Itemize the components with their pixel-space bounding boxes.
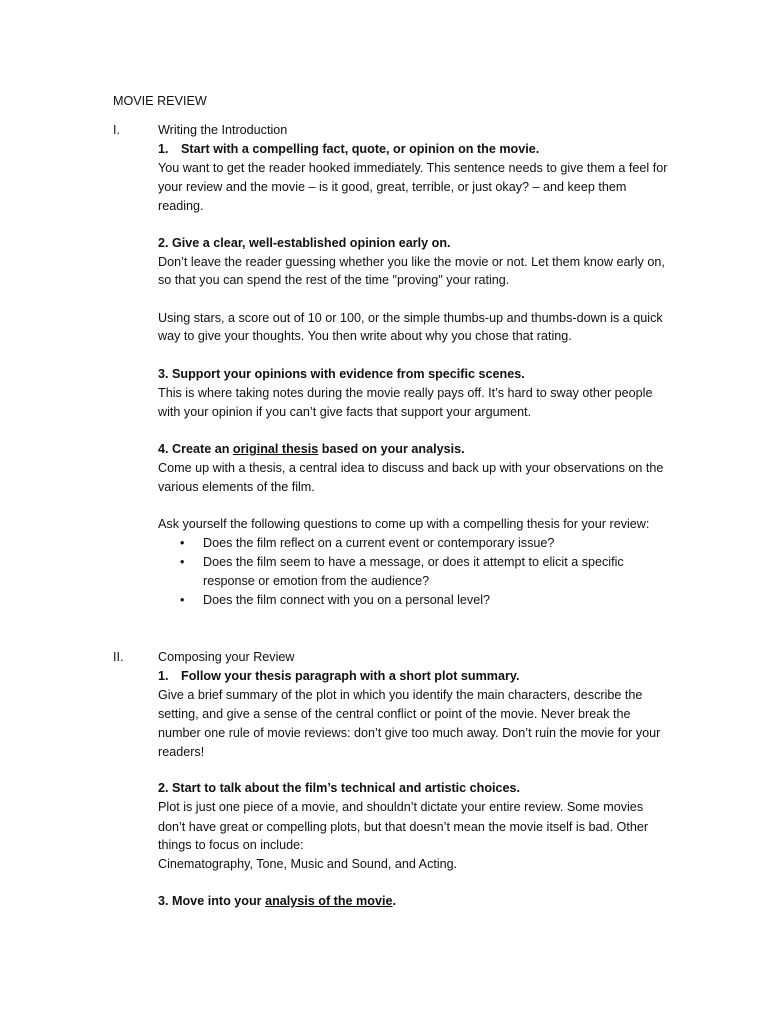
s2-item1-number: 1.	[158, 669, 169, 683]
s1-item4-title	[158, 440, 465, 459]
s1-item2-para2-line: Using stars, a score out of 10 or 100, or the simple thumbs-up and thumbs-down is a quick	[158, 311, 663, 325]
section-2-heading: Composing your Review	[158, 650, 295, 664]
s1-item1-number: 1.	[158, 142, 169, 156]
analysis-of-the-movie-link[interactable]: analysis of the movie	[265, 894, 393, 908]
s1-item2-para2-line: way to give your thoughts. You then write about why you chose that rating.	[158, 329, 572, 343]
s2-item2-title: 2. Start to talk about the film’s technical and artistic choices.	[158, 781, 521, 795]
bullet-item: Does the film reflect on a current event or contemporary issue?	[203, 536, 555, 550]
s2-item2-line: Plot is just one piece of a movie, and shouldn’t dictate your entire review. Some movies	[158, 800, 644, 814]
s1-item3-line: This is where taking notes during the movie really pays off. It’s hard to sway other people	[158, 386, 653, 400]
s1-item2-title: 2. Give a clear, well-established opinion early on.	[158, 236, 451, 250]
s1-item3-title: 3. Support your opinions with evidence from specific scenes.	[158, 367, 525, 381]
bullet-icon: •	[180, 536, 185, 550]
bullet-item-continuation: response or emotion from the audience?	[203, 574, 430, 588]
s1-item1-line: your review and the movie – is it good, great, terrible, or just okay? – and keep them	[158, 180, 627, 194]
s1-item1-line: reading.	[158, 199, 204, 213]
s1-item4-intro: Ask yourself the following questions to come up with a compelling thesis for your review:	[158, 517, 650, 531]
s2-item1-line: setting, and give a sense of the central conflict or point of the movie. Never break the	[158, 707, 631, 721]
s1-item3-line: with your opinion if you can’t give facts that support your argument.	[158, 405, 532, 419]
s1-item4-line: Come up with a thesis, a central idea to discuss and back up with your observations on the	[158, 461, 664, 475]
section-1-heading: Writing the Introduction	[158, 123, 288, 137]
bullet-icon: •	[180, 555, 185, 569]
original-thesis-link[interactable]: original thesis	[232, 442, 319, 456]
s1-item4-title-pre: 4. Create an	[158, 442, 233, 456]
bullet-icon: •	[180, 593, 185, 607]
s1-item1-line: You want to get the reader hooked immediately. This sentence needs to give them a feel for	[158, 161, 668, 175]
document-title: MOVIE REVIEW	[113, 94, 207, 108]
section-2-numeral: II.	[113, 650, 124, 664]
s2-item3-title-pre: 3. Move into your	[158, 894, 266, 908]
s2-item1-line: readers!	[158, 745, 205, 759]
s2-item1-line: Give a brief summary of the plot in which you identify the main characters, describe the	[158, 688, 643, 702]
s2-item2-line: things to focus on include:	[158, 838, 304, 852]
s1-item4-line: various elements of the film.	[158, 480, 315, 494]
s2-item2-line: don’t have great or compelling plots, but that doesn’t mean the movie itself is bad. Other	[158, 820, 649, 834]
section-1-numeral: I.	[113, 123, 120, 137]
s2-item3-title-post: .	[392, 894, 396, 908]
s2-item2-line: Cinematography, Tone, Music and Sound, and Acting.	[158, 857, 458, 871]
s1-item4-title-post: based on your analysis.	[318, 442, 465, 456]
s2-item1-title: Follow your thesis paragraph with a short plot summary.	[181, 669, 520, 683]
s1-item1-title: Start with a compelling fact, quote, or opinion on the movie.	[181, 142, 540, 156]
s2-item1-line: number one rule of movie reviews: don’t give too much away. Don’t ruin the movie for your	[158, 726, 661, 740]
bullet-item: Does the film connect with you on a personal level?	[203, 593, 491, 607]
s1-item2-line: Don’t leave the reader guessing whether you like the movie or not. Let them know early on,	[158, 255, 665, 269]
s2-item3-title	[158, 892, 396, 911]
bullet-item: Does the film seem to have a message, or does it attempt to elicit a specific	[203, 555, 624, 569]
s1-item2-line: so that you can spend the rest of the time "proving" your rating.	[158, 273, 510, 287]
